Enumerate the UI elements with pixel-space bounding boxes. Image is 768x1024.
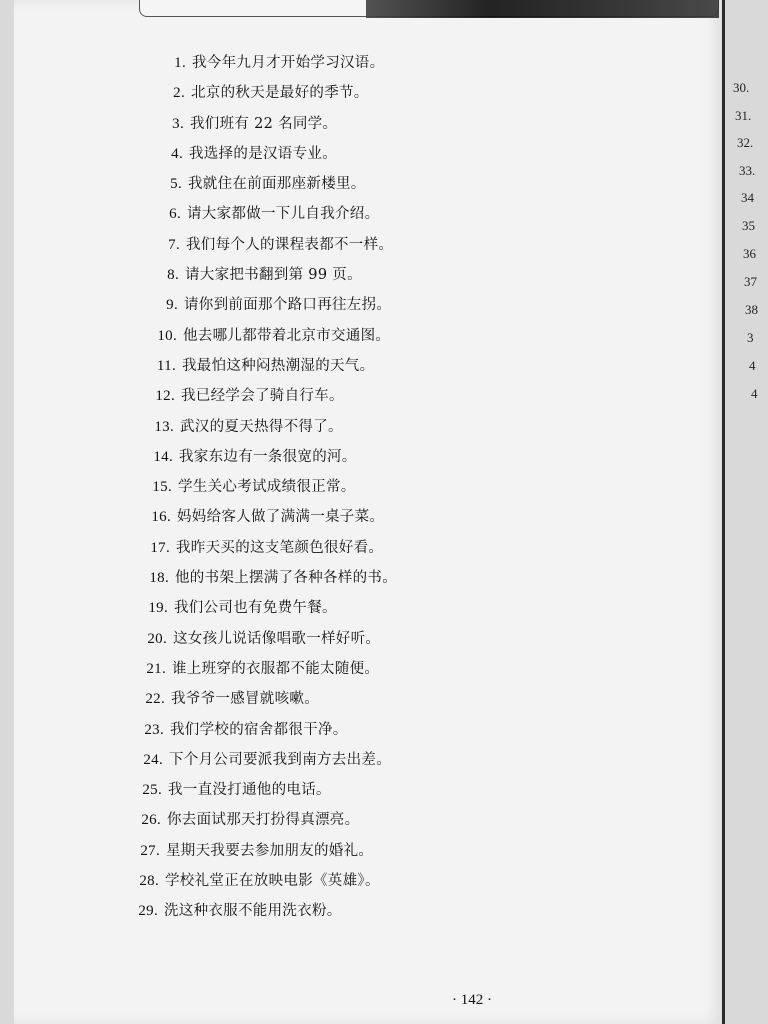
facing-page-edge [725, 70, 768, 450]
item-text: 我爷爷一感冒就咳嗽。 [171, 691, 319, 708]
list-item [14, 472, 704, 502]
list-item [14, 381, 704, 411]
list-item [14, 412, 704, 442]
item-number: 20. [147, 630, 167, 647]
item-text: 我家东边有一条很宽的河。 [179, 448, 357, 465]
item-text: 请大家把书翻到第 99 页。 [185, 267, 362, 284]
list-item [14, 533, 704, 563]
item-number: 15. [152, 479, 172, 496]
list-item [14, 502, 704, 532]
item-number: 18. [149, 570, 169, 587]
item-text: 我们学校的宿舍都很干净。 [170, 721, 348, 738]
item-text: 我们每个人的课程表都不一样。 [186, 236, 394, 253]
item-number: 23. [144, 721, 164, 738]
item-number: 5. [170, 176, 182, 193]
edge-number: 32. [737, 135, 754, 150]
edge-number: 38 [745, 302, 758, 317]
header-ink-strip [366, 0, 719, 18]
item-text: 下个月公司要派我到南方去出差。 [169, 751, 391, 768]
item-text: 他的书架上摆满了各种各样的书。 [175, 570, 397, 587]
page-number: · 142 · [452, 992, 492, 1008]
list-item [14, 199, 704, 229]
list-item [14, 230, 704, 260]
list-item [14, 139, 704, 169]
edge-number: 4 [751, 386, 758, 401]
item-text: 我最怕这种闷热潮湿的天气。 [182, 357, 375, 374]
list-item [14, 745, 704, 775]
item-number: 8. [167, 267, 179, 284]
edge-number: 34 [741, 190, 754, 205]
item-number: 27. [140, 842, 160, 859]
list-item [14, 109, 704, 139]
item-text: 学生关心考试成绩很正常。 [178, 479, 356, 496]
item-number: 19. [148, 600, 168, 617]
item-text: 我们公司也有免费午餐。 [174, 600, 337, 617]
item-number: 29. [138, 903, 158, 920]
list-item [14, 684, 704, 714]
edge-number: 3 [747, 330, 754, 345]
edge-number: 35 [742, 218, 755, 233]
edge-number: 4 [749, 358, 756, 373]
list-item [14, 896, 704, 926]
item-number: 10. [157, 327, 177, 344]
item-text: 洗这种衣服不能用洗衣粉。 [164, 903, 342, 920]
item-text: 你去面试那天打扮得真漂亮。 [167, 812, 360, 829]
list-item [14, 805, 704, 835]
list-item [14, 715, 704, 745]
list-item [14, 563, 704, 593]
list-item [14, 775, 704, 805]
list-item [14, 78, 704, 108]
list-item [14, 442, 704, 472]
item-text: 妈妈给客人做了满满一桌子菜。 [177, 509, 385, 526]
item-number: 3. [172, 115, 184, 132]
item-text: 谁上班穿的衣服都不能太随便。 [172, 660, 380, 677]
item-text: 他去哪儿都带着北京市交通图。 [183, 327, 391, 344]
item-text: 我们班有 22 名同学。 [190, 115, 338, 132]
edge-number: 37 [744, 274, 757, 289]
item-number: 25. [142, 782, 162, 799]
edge-number: 36 [743, 246, 756, 261]
edge-number: 33. [739, 163, 756, 178]
list-item [14, 624, 704, 654]
item-number: 9. [166, 297, 178, 314]
item-number: 4. [171, 145, 183, 162]
list-item [14, 290, 704, 320]
item-number: 16. [151, 509, 171, 526]
list-item [14, 169, 704, 199]
list-item [14, 351, 704, 381]
item-text: 武汉的夏天热得不得了。 [180, 418, 343, 435]
list-item [14, 260, 704, 290]
item-text: 请大家都做一下儿自我介绍。 [187, 206, 380, 223]
item-number: 28. [139, 873, 159, 890]
item-text: 这女孩儿说话像唱歌一样好听。 [173, 630, 381, 647]
item-text: 我选择的是汉语专业。 [189, 145, 337, 162]
edge-number: 31. [735, 108, 752, 123]
edge-number: 30. [733, 80, 750, 95]
book-page [14, 0, 725, 1024]
item-text: 我就住在前面那座新楼里。 [188, 176, 366, 193]
item-text: 星期天我要去参加朋友的婚礼。 [166, 842, 374, 859]
item-number: 24. [143, 751, 163, 768]
item-number: 26. [141, 812, 161, 829]
item-number: 11. [156, 357, 176, 374]
item-number: 14. [153, 448, 173, 465]
list-item [14, 321, 704, 351]
item-number: 2. [173, 85, 185, 102]
item-number: 13. [154, 418, 174, 435]
item-text: 我昨天买的这支笔颜色很好看。 [176, 539, 384, 556]
item-number: 7. [168, 236, 180, 253]
item-number: 1. [174, 55, 186, 71]
item-text: 学校礼堂正在放映电影《英雄》。 [165, 873, 380, 890]
list-item [14, 836, 704, 866]
item-text: 我已经学会了骑自行车。 [181, 388, 344, 405]
list-item [14, 866, 704, 896]
list-item [14, 48, 704, 78]
item-text: 我今年九月才开始学习汉语。 [192, 55, 385, 71]
item-text: 请你到前面那个路口再往左拐。 [184, 297, 392, 314]
item-number: 17. [150, 539, 170, 556]
item-text: 我一直没打通他的电话。 [168, 782, 331, 799]
item-number: 21. [146, 660, 166, 677]
item-text: 北京的秋天是最好的季节。 [191, 85, 369, 102]
sentence-list [14, 48, 704, 927]
item-number: 6. [169, 206, 181, 223]
item-number: 12. [155, 388, 175, 405]
list-item [14, 654, 704, 684]
item-number: 22. [145, 691, 165, 708]
list-item [14, 593, 704, 623]
